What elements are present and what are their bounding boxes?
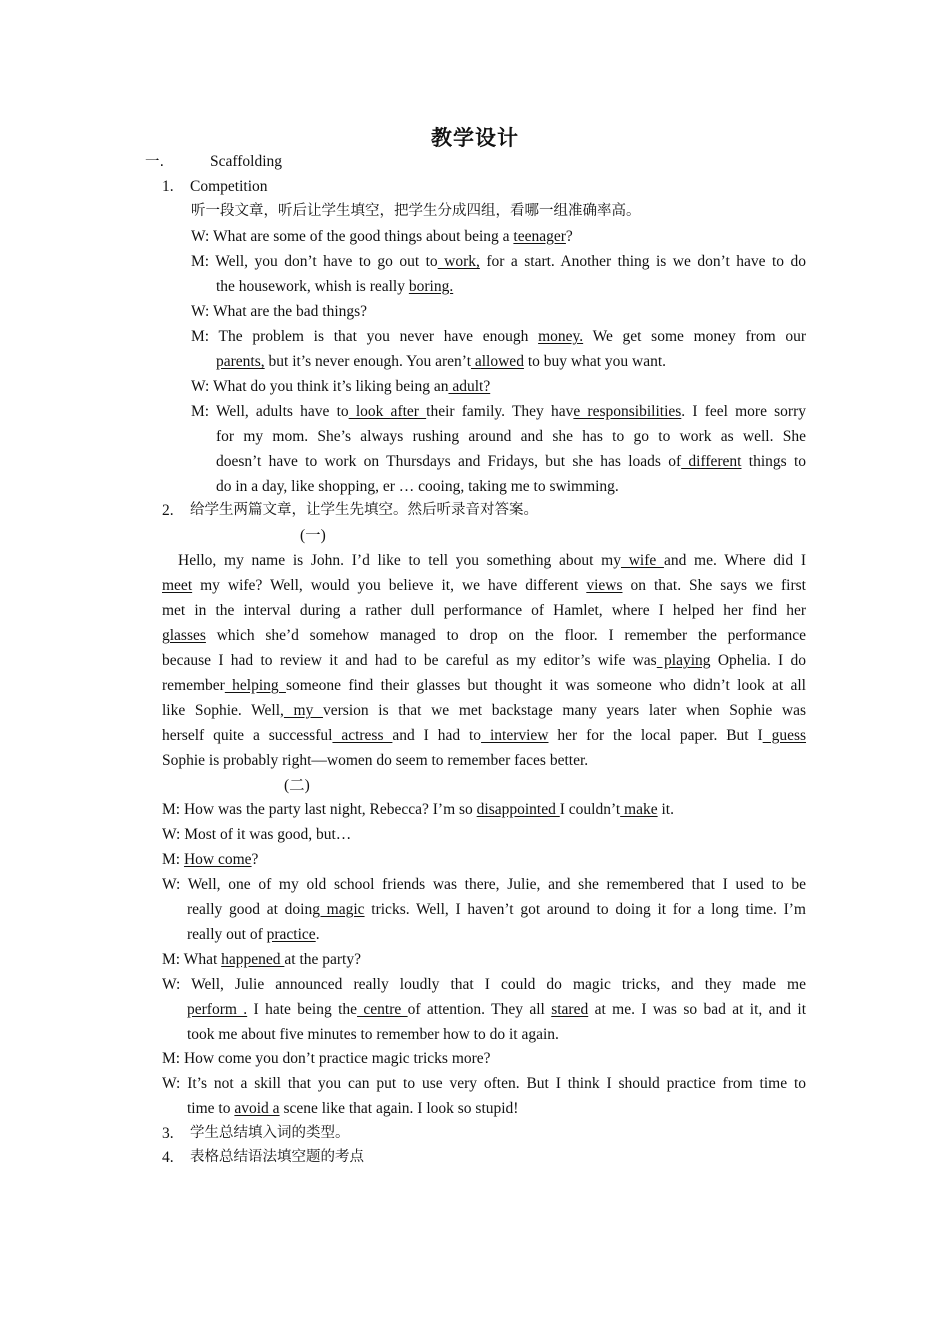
text-run: W: Most of it was good, but… [162, 826, 352, 843]
text-run: for a start. Another thing is we don’t have to do [479, 253, 806, 270]
blank-answer: different [681, 453, 742, 470]
blank-answer: allowed [471, 353, 524, 370]
dialogue-line [162, 947, 361, 972]
text-run: time to [187, 1100, 235, 1117]
text-run: things to [741, 453, 807, 470]
text-run: at me. I was so bad at it, and it [588, 1001, 807, 1018]
blank-answer: boring. [408, 278, 454, 295]
dialogue-line [191, 249, 806, 274]
item-instruction: 给学生两篇文章，让学生先填空。然后听录音对答案。 [190, 502, 538, 518]
text-run: Ophelia. I do [710, 652, 807, 669]
dialogue-line [216, 274, 453, 299]
blank-answer: teenager [513, 228, 566, 245]
text-run: ? [251, 851, 259, 868]
text-run: . I feel more sorry [681, 403, 806, 420]
item-1-instruction: 听一段文章，听后让学生填空，把学生分成四组，看哪一组准确率高。 [191, 203, 641, 219]
blank-answer: How come [183, 851, 252, 868]
text-run: tricks. Well, I haven’t got around to doing it for a long time. I’m [364, 901, 806, 918]
blank-answer: g magic [312, 901, 365, 918]
section-heading [145, 149, 283, 175]
text-run: to buy what you want. [523, 353, 667, 370]
blank-answer: make [620, 801, 658, 818]
item-4 [162, 1145, 364, 1170]
text-run: and me. Where did I [663, 552, 806, 569]
text-run: W: What do you think it’s liking being an [191, 378, 449, 395]
dialogue-line [187, 897, 806, 922]
text-run: ? [565, 228, 573, 245]
item-3 [162, 1121, 350, 1146]
text-run: Hello, my name is John. I’d like to tell you something about my [178, 552, 621, 569]
item-number: 1. [162, 178, 174, 195]
passage-line [162, 698, 806, 723]
dialogue-line [162, 1046, 491, 1071]
text-run: W: Well, Julie announced really loudly that I could do magic tricks, and they made me [162, 976, 806, 993]
passage-line [162, 648, 806, 673]
section-label: Scaffolding [210, 153, 283, 170]
text-run: W: Well, one of my old school friends was there, Julie, and she remembered that I used to be [162, 876, 806, 893]
text-run: and I had to [392, 727, 482, 744]
dialogue-line [162, 872, 806, 897]
text-run: met in the interval during a rather dull performance of Hamlet, where I helped her find her [162, 602, 806, 619]
passage-1-label: (一) [300, 527, 326, 544]
blank-answer: playing [656, 652, 711, 669]
dialogue-line [187, 922, 320, 947]
blank-answer: centre [357, 1001, 408, 1018]
text-run: really out of [187, 926, 267, 943]
blank-answer: meet [162, 577, 193, 594]
dialogue-line [216, 449, 806, 474]
text-run: W: What are the bad things? [191, 303, 368, 320]
text-run: We get some money from our [583, 328, 807, 345]
item-text: 学生总结填入词的类型。 [190, 1125, 350, 1141]
blank-answer: money. [538, 328, 584, 345]
dialogue-line [216, 349, 666, 374]
passage-line [162, 623, 806, 648]
text-run: my wife? Well, would you believe it, we have different [192, 577, 587, 594]
text-run: Sophie is probably right—women do seem to remember faces better. [162, 752, 589, 769]
dialogue-line [191, 299, 367, 324]
text-run: . [315, 926, 320, 943]
passage-line [162, 723, 806, 748]
blank-answer: interview [481, 727, 549, 744]
blank-answer: practice [266, 926, 316, 943]
passage-2-label: (二) [284, 777, 310, 794]
text-run: M: Well, adults have to [191, 403, 349, 420]
item-number: 2. [162, 502, 174, 519]
text-run: do in a day, like shopping, er … cooing, taking me to swimming. [216, 478, 619, 495]
dialogue-line [216, 424, 806, 449]
blank-answer: guess [762, 727, 807, 744]
text-run: I couldn’t [559, 801, 621, 818]
text-run: M: [162, 851, 184, 868]
passage-line [162, 598, 806, 623]
dialogue-line [162, 822, 351, 847]
text-run: someone find their glasses but thought it was someone who didn’t look at all [285, 677, 806, 694]
text-run: I hate being the [247, 1001, 358, 1018]
blank-answer: helping [224, 677, 286, 694]
text-run: of attention. They all [407, 1001, 552, 1018]
text-run: the housework, whish is really [216, 278, 409, 295]
item-label: Competition [190, 178, 268, 195]
dialogue-line [191, 399, 806, 424]
text-run: took me about five minutes to remember how to do it again. [187, 1026, 559, 1043]
dialogue-line [162, 972, 806, 997]
blank-answer: glasses [162, 627, 206, 644]
text-run: version is that we met backstage many years later when Sophie was [323, 702, 806, 719]
text-run: it. [657, 801, 674, 818]
text-run: for my mom. She’s always rushing around and she has to go to work as well. She [216, 428, 806, 445]
item-text: 表格总结语法填空题的考点 [190, 1149, 364, 1165]
dialogue-line [162, 847, 258, 872]
blank-answer: disappointed [476, 801, 560, 818]
blank-answer: my [283, 702, 323, 719]
text-run: W: It’s not a skill that you can put to use very often. But I think I should practice from time to [162, 1075, 806, 1092]
blank-answer: happened [221, 951, 285, 968]
dialogue-line [191, 324, 806, 349]
text-run: remember [162, 677, 225, 694]
text-run: M: The problem is that you never have enough [191, 328, 539, 345]
blank-answer: actress [332, 727, 393, 744]
item-number: 3. [162, 1125, 174, 1142]
text-run: W: What are some of the good things about being a [191, 228, 514, 245]
passage-line [162, 748, 588, 773]
text-run: her for the local paper. But I [548, 727, 763, 744]
blank-answer: views [586, 577, 623, 594]
passage-line [162, 673, 806, 698]
dialogue-line [216, 474, 619, 499]
section-marker: 一. [145, 154, 165, 170]
dialogue-line [191, 374, 490, 399]
dialogue-line [187, 1022, 559, 1047]
text-run: like Sophie. Well, [162, 702, 284, 719]
text-run: M: How come you don’t practice magic tricks more? [162, 1050, 491, 1067]
text-run: but it’s never enough. You aren’t [264, 353, 471, 370]
passage-line [162, 548, 806, 573]
item-number: 4. [162, 1149, 174, 1166]
dialogue-line [187, 1096, 518, 1121]
text-run: their family. They hav [426, 403, 574, 420]
page-title: 教学设计 [431, 126, 519, 150]
blank-answer: look after [348, 403, 427, 420]
text-run: on that. She says we first [622, 577, 806, 594]
blank-answer: e responsibilities [573, 403, 682, 420]
blank-answer: wife [620, 552, 664, 569]
text-run: M: Well, you don’t have to go out to [191, 253, 438, 270]
dialogue-line [162, 797, 674, 822]
text-run: really good at doin [187, 901, 313, 918]
blank-answer: avoid a [234, 1100, 280, 1117]
text-run: M: What [162, 951, 222, 968]
blank-answer: perform . [187, 1001, 248, 1018]
dialogue-line [162, 1071, 806, 1096]
dialogue-line [187, 997, 806, 1022]
blank-answer: stared [551, 1001, 589, 1018]
item-1-heading [162, 174, 268, 199]
text-run: M: How was the party last night, Rebecca? I’m so [162, 801, 477, 818]
blank-answer: work, [437, 253, 480, 270]
text-run: which she’d somehow managed to drop on the floor. I remember the performance [205, 627, 806, 644]
blank-answer: adult? [448, 378, 491, 395]
passage-line [162, 573, 806, 598]
text-run: doesn’t have to work on Thursdays and Fridays, but she has loads of [216, 453, 682, 470]
text-run: because I had to review it and had to be careful as my editor’s wife was [162, 652, 657, 669]
item-2-heading [162, 498, 538, 523]
dialogue-line [191, 224, 573, 249]
text-run: at the party? [284, 951, 361, 968]
text-run: scene like that again. I look so stupid! [279, 1100, 519, 1117]
blank-answer: parents, [216, 353, 265, 370]
text-run: herself quite a successful [162, 727, 333, 744]
